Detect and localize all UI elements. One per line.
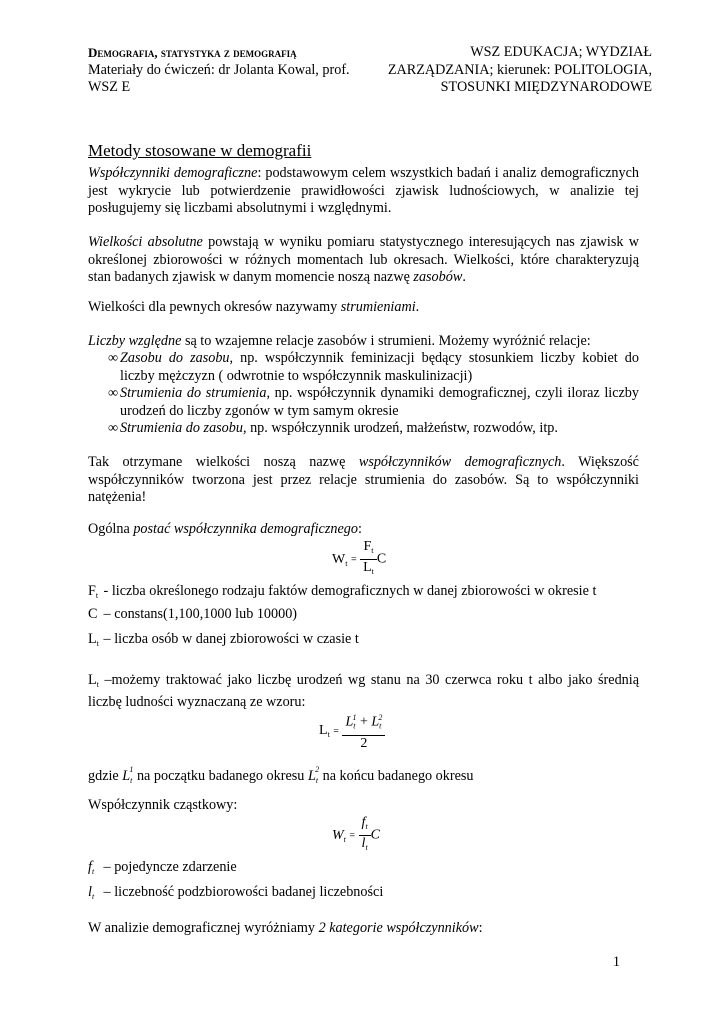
formula-lhs: $W_t$ — [332, 827, 346, 844]
definition-text: – liczba osób w danej zbiorowości w czasie t — [100, 631, 359, 647]
paragraph-absolute — [88, 234, 639, 287]
formula-constant: C — [376, 551, 387, 567]
list-item-term: Strumienia do strumienia — [120, 385, 267, 401]
paragraph-text: Wielkości dla pewnych okresów nazywamy — [88, 299, 341, 315]
paragraph-text: Tak otrzymane wielkości noszą nazwę — [88, 454, 359, 470]
header-right — [352, 44, 652, 97]
infinity-bullet-icon: ∞ — [108, 350, 119, 366]
paragraph-text: na początku badanego okresu — [133, 768, 308, 784]
paragraph-text: –możemy traktować jako liczbę urodzeń wg stanu na 30 czerwca roku t albo jako średnią liczbę ludności wyznaczaną ze wzoru: — [88, 672, 639, 710]
paragraph-partial: Współczynnik cząstkowy: — [88, 797, 238, 813]
paragraph-text: powstają w wyniku pomiaru statystycznego interesujących nas zjawisk w określonej zbiorowości w różnych momentach lub okresach. Wielkości, które charakteryzują stan badanych zjawisk w danym momencie noszą nazwę — [88, 234, 639, 285]
paragraph-end: . — [462, 269, 466, 285]
formula-general-coefficient — [332, 539, 386, 580]
definition-ft — [88, 859, 648, 881]
list-item — [88, 385, 639, 420]
term-wielkosci-absolutne: Wielkości absolutne — [88, 234, 203, 250]
formula-fraction — [342, 710, 385, 752]
infinity-bullet-icon: ∞ — [108, 385, 119, 401]
header-left — [88, 44, 378, 97]
term-kategorie: 2 kategorie współczynników — [318, 920, 479, 936]
paragraph-end: : — [478, 920, 483, 936]
paragraph-text: gdzie — [88, 768, 123, 784]
header-faculty-line1: WSZ EDUKACJA; WYDZIAŁ — [470, 44, 652, 60]
paragraph-general-form — [88, 521, 639, 539]
section-title: Metody stosowane w demografii — [88, 141, 312, 160]
term-strumieniami: strumieniami — [340, 299, 416, 315]
term-liczby-wzgledne: Liczby względne — [88, 333, 182, 349]
list-item-text: , np. współczynnik feminizacji będący stosunkiem liczby kobiet do liczby mężczyzn ( odwrotnie to współczynnik maskulinizacji) — [120, 350, 639, 384]
term-postac: postać współczynnika demograficznego — [133, 521, 358, 537]
formula-denominator: $L_t$ — [363, 560, 374, 576]
paragraph-where — [88, 761, 648, 790]
formula-equals: = — [350, 554, 357, 566]
paragraph-streams — [88, 299, 639, 317]
formula-lhs: $W_t$ — [332, 551, 348, 568]
formula-denominator: $l_t$ — [361, 836, 368, 852]
formula-numerator: $F_t$ — [360, 539, 377, 560]
header-faculty-line3: STOSUNKI MIĘDZYNARODOWE — [440, 79, 652, 95]
definition-symbol: $L_t$ — [88, 631, 99, 648]
paragraph-demographic-coefficients — [88, 454, 639, 507]
paragraph-text-end: . Większość współczynników tworzona jest przez relacje strumienia do zasobów. Są to współczynniki natężenia! — [88, 454, 639, 505]
paragraph-lt-meaning — [88, 672, 639, 711]
formula-numerator: $f_t$ — [359, 815, 371, 836]
definition-text: – constans(1,100,1000 lub 10000) — [100, 606, 298, 622]
list-item-text: , np. współczynnik urodzeń, małżeństw, rozwodów, itp. — [242, 420, 558, 436]
paragraph-text: są to wzajemne relacje zasobów i strumieni. Możemy wyróżnić relacje: — [181, 333, 591, 349]
term-wspolczynnikow-demograficznych: współczynników demograficznych — [358, 454, 562, 470]
definition-text: – pojedyncze zdarzenie — [100, 859, 237, 875]
definition-Ft — [88, 583, 648, 605]
list-item-text: , np. współczynnik dynamiki demograficznej, czyli iloraz liczby urodzeń do liczby zgonów w tym samym okresie — [120, 385, 639, 419]
paragraph-end: . — [415, 299, 420, 315]
paragraph-end: : — [357, 521, 362, 537]
term-zasobow: zasobów — [413, 269, 463, 285]
definition-lt — [88, 884, 648, 906]
term-wspolczynniki: Współczynniki demograficzne — [88, 165, 258, 181]
definition-symbol: $l_t$ — [88, 884, 95, 901]
list-item-term: Zasobu do zasobu — [120, 350, 230, 366]
formula-denominator: 2 — [360, 735, 368, 751]
header-course-title: Demografia, statystyka z demografią — [88, 45, 297, 60]
symbol-Lt2: $L_t^2$ — [307, 765, 320, 785]
relations-list — [88, 350, 639, 438]
formula-equals: = — [349, 830, 356, 842]
formula-lhs: $L_t$ — [319, 723, 330, 740]
definition-text: - liczba określonego rodzaju faktów demograficznych w danej zbiorowości w okresie t — [100, 583, 597, 599]
paragraph-text: Ogólna — [88, 521, 134, 537]
page-number: 1 — [612, 954, 620, 970]
definition-symbol: $L_t$ — [88, 672, 99, 689]
formula-equals: = — [333, 726, 339, 738]
formula-constant: C — [370, 827, 381, 843]
definition-symbol: $F_t$ — [88, 583, 99, 600]
paragraph-text: W analizie demograficznej wyróżniamy — [88, 920, 319, 936]
formula-average-population — [319, 710, 385, 752]
paragraph-relative — [88, 333, 639, 351]
definition-C — [88, 606, 648, 624]
list-item — [88, 350, 639, 385]
list-item — [88, 420, 639, 438]
header-faculty-line2: ZARZĄDZANIA; kierunek: POLITOLOGIA, — [387, 61, 652, 78]
paragraph-text: na końcu badanego okresu — [319, 768, 474, 784]
header-author-line: Materiały do ćwiczeń: dr Jolanta Kowal, prof. — [88, 61, 350, 78]
infinity-bullet-icon: ∞ — [108, 420, 119, 436]
header-school-line: WSZ E — [88, 79, 131, 95]
formula-fraction — [359, 815, 371, 856]
paragraph-text: : podstawowym celem wszystkich badań i analiz demograficznych jest wykrycie lub potwierdzenie prawidłowości zjawisk ludnościowych, w analizie tej posługujemy się liczbami absolutnymi i względnymi. — [88, 165, 639, 216]
definition-Lt — [88, 631, 648, 653]
paragraph-coefficients — [88, 165, 639, 218]
formula-partial-coefficient — [332, 815, 380, 856]
paragraph-categories — [88, 920, 639, 938]
definition-symbol: C — [88, 606, 98, 622]
list-item-term: Strumienia do zasobu — [120, 420, 243, 436]
definition-text: – liczebność podzbiorowości badanej liczebności — [100, 884, 384, 900]
symbol-Lt1: $L_t^1$ — [122, 765, 134, 785]
formula-fraction — [360, 539, 377, 580]
definition-symbol: $f_t$ — [88, 859, 95, 876]
formula-numerator: $L_t^1 + L_t^2$ — [342, 710, 385, 736]
